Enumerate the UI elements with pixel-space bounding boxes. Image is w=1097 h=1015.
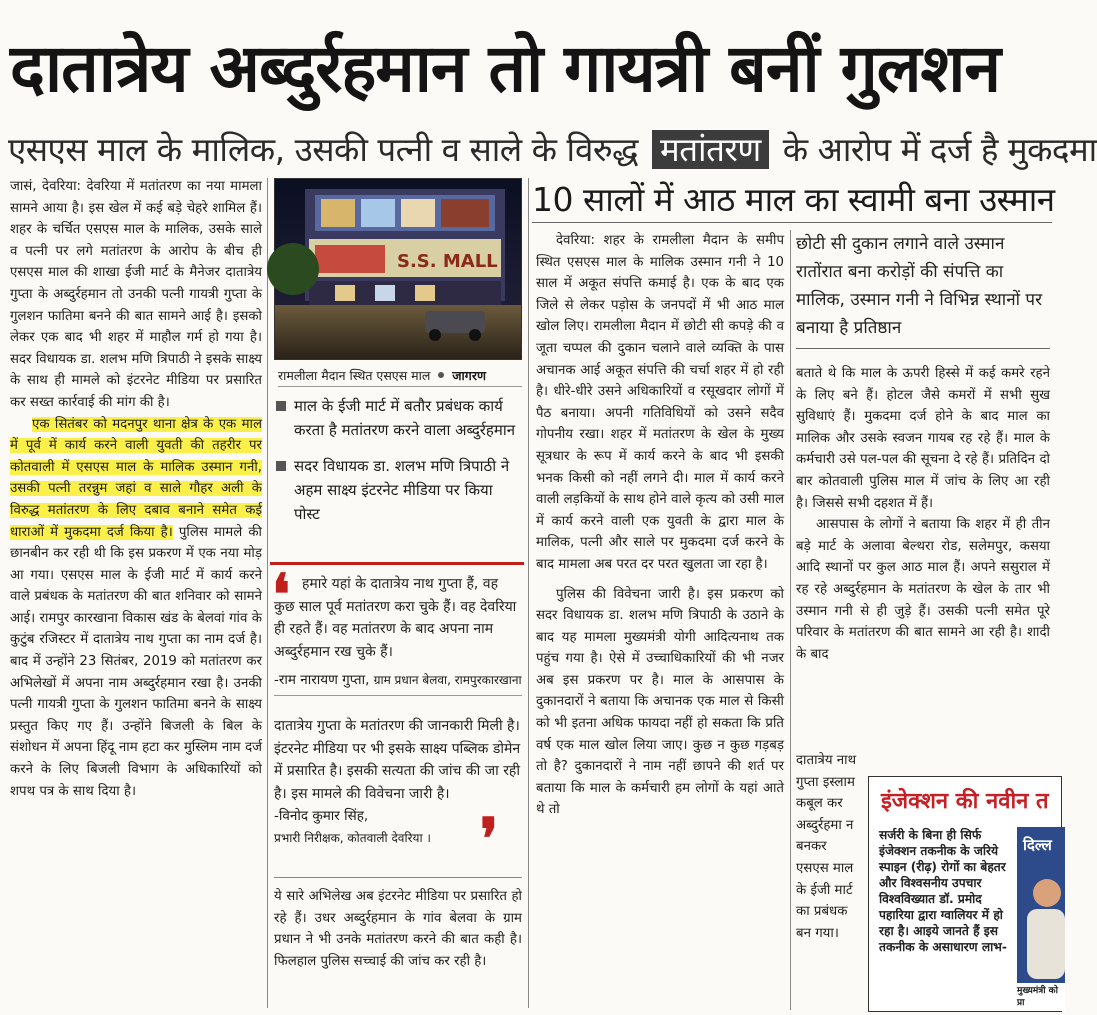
col1-highlighted-text: एक सितंबर को मदनपुर थाना क्षेत्र के एक माल में पूर्व में कार्य करने वाली युवती की तहरीर पर कोतवाली में एसएस माल के मालिक उस्मान गनी, उसकी पत्नी तरन्नुम जहां व साले गौहर अली के विरुद्ध मतांतरण के लिए दबाव बनाने समेत कई धाराओं में मुकदमा दर्ज किया है। — [10, 416, 262, 540]
open-quote-icon: ❛ — [272, 562, 291, 628]
quote-column-bottom-text: ये सारे अभिलेख अब इंटरनेट मीडिया पर प्रसारित हो रहे हैं। उधर अब्दुर्रहमान के गांव बेलवा के ग्राम प्रधान ने भी उनके मतांतरण करने की बात कही है। फिलहाल पुलिस सच्चाई की जांच कर रही है। — [274, 877, 522, 972]
close-quote-icon: ❜ — [480, 806, 499, 872]
quote-1-author: -राम नारायण गुप्ता, — [274, 672, 370, 688]
mall-sign-text: S.S. MALL — [397, 251, 498, 272]
quote-2-author-role: प्रभारी निरीक्षक, कोतवाली देवरिया । — [274, 831, 431, 845]
ad-photo-label: दिल्ल — [1023, 836, 1052, 854]
mall-photo-image — [275, 179, 521, 359]
quote-block-1 — [272, 562, 522, 696]
quote-1-attribution — [274, 669, 522, 696]
key-point — [276, 394, 522, 442]
column-divider — [267, 178, 268, 1008]
ad-person-figure — [1017, 859, 1065, 979]
subheadline-after: के आरोप में दर्ज है मुकदमा — [782, 130, 1097, 169]
photo-credit: जागरण — [452, 368, 486, 383]
bullet-square-icon — [276, 461, 286, 471]
mall-photo — [274, 178, 522, 360]
col4-paragraph-1: बताते थे कि माल के ऊपरी हिस्से में कई कमरे रहने के लिए बने हैं। होटल जैसे कमरों में सभी सुख सुविधाएं हैं। मुकदमा दर्ज होने के बाद माल का मालिक और उसके स्वजन गायब रह रहे हैं। माल के कर्मचारी उसे पल-पल की सूचना दे रहे हैं। प्रतिदिन दो बार कोतवाली पुलिस माल में जांच के लिए आ रही है। जिससे सभी दहशत में हैं। — [796, 366, 1050, 511]
quote-2-text: दातात्रेय गुप्ता के मतांतरण की जानकारी मिली है। इंटरनेट मीडिया पर भी इसके साक्ष्य पब्लिक डोमेन में प्रसारित है। इसकी सत्यता की जांच की जा रही है। इस मामले की विवेचना जारी है। — [274, 718, 521, 802]
col1-paragraph-1: जासं, देवरिया: देवरिया में मतांतरण का नया मामला सामने आया है। इस खेल में कई बड़े चेहरे शामिल हैं। शहर के चर्चित एसएस माल के मालिक, उसके साले व पत्नी पर लगे मतांतरण के आरोप के बीच ही एसएस माल की शाखा ईजी मार्ट के मैनेजर दातात्रेय गुप्ता के अब्दुर्रहमान तो उनकी पत्नी गायत्री गुप्ता के गुलशन फातिमा बनने की बात सामने आई है। इसको लेकर एक बाद भी शहर में माहौल गर्म हो गया है। सदर विधायक डा. शलभ मणि त्रिपाठी ने इसके साक्ष्य के साथ ही मामले को इंटरनेट मीडिया पर प्रसारित कर सख्त कार्रवाई की मांग की है। — [10, 179, 262, 410]
article-column-4 — [796, 230, 1050, 665]
col3-paragraph-1: देवरिया: शहर के रामलीला मैदान के समीप स्थित एसएस माल के मालिक उस्मान गनी ने 10 साल में अकूत संपत्ति कमाई है। एक के बाद एक जिले से लेकर पड़ोस के जनपदों में भी आठ माल खोल लिए। रामलीला मैदान में छोटी सी कपड़े की व जूता चप्पल की दुकान चलाने वाले व्यक्ति के पास अचानक आई अकूत संपत्ति की चर्चा शहर में हो रही है। धीरे-धीरे उसने अधिकारियों व रसूखदार लोगों में पैठ बनाया। अपनी गतिविधियों को उसने सदैव गोपनीय रखा। शहर में मतांतरण के खेल के मुख्य सूत्रधार के रूप में कार्य करने के बाद भी इसकी भनक किसी को नहीं लगने दी। माल में कार्य करने वाली लड़कियों के साथ होने वाले कृत्य को उसी माल में कार्य करने वाली एक युवती के द्वारा माल के मालिक, पत्नी और साले पर मुकदमा दर्ज करने के बाद मामला अब परत दर परत खुलता जा रहा है। — [536, 233, 784, 572]
col1-paragraph-2 — [10, 414, 262, 803]
highlight-box: छोटी सी दुकान लगाने वाले उस्मान रातोंरात बना करोड़ों की संपत्ति का मालिक, उस्मान गनी ने विभिन्न स्थानों पर बनाया है प्रतिष्ठान — [796, 230, 1050, 349]
key-point-text: माल के ईजी मार्ट में बतौर प्रबंधक कार्य करता है मतांतरण करने वाला अब्दुर्रहमान — [294, 397, 516, 439]
col4-narrow-text: दातात्रेय नाथ गुप्ता इस्लाम कबूल कर अब्दुर्रहमा न बनकर एसएस माल के ईजी मार्ट का प्रबंधक बन गया। — [796, 753, 857, 941]
article-column-1 — [10, 176, 262, 1006]
quote-1-author-role: ग्राम प्रधान बेलवा, रामपुरकारखाना — [373, 673, 522, 687]
ad-body-text: सर्जरी के बिना ही सिर्फ इंजेक्शन तकनीक के जरिये स्पाइन (रीढ़) रोगों का बेहतर और विश्वसनीय उपचार विश्वविख्यात डॉ. प्रमोद पहारिया द्वारा ग्वालियर में हो रहा है। आइये जानते हैं इस तकनीक के असाधारण लाभ- — [879, 828, 1007, 954]
key-point-text: सदर विधायक डा. शलभ मणि त्रिपाठी ने अहम साक्ष्य इंटरनेट मीडिया पर किया पोस्ट — [294, 457, 510, 523]
article-column-3 — [536, 230, 784, 1010]
quote-2-author: -विनोद कुमार सिंह, — [274, 808, 369, 824]
subheadline-boxed-term: मतांतरण — [652, 130, 769, 169]
bullet-square-icon — [276, 401, 286, 411]
photo-caption — [278, 366, 522, 387]
column-divider — [528, 178, 529, 1008]
key-points — [276, 394, 522, 538]
ad-doctor-photo — [1017, 827, 1065, 1011]
quote-block-2 — [274, 715, 522, 872]
col4-paragraph-2: आसपास के लोगों ने बताया कि शहर में ही तीन बड़े मार्ट के अलावा बेल्थरा रोड, सलेमपुर, कसया आदि स्थानों पर कुल आठ माल हैं। अपने ससुराल में रह रहे अब्दुर्रहमान के मतांतरण के खेल के तार भी उस्मान गनी से ही जुड़े हैं। उसकी पत्नी समेत पूरे परिवार के मतांतरण की बात सामने आ रही है। शादी के बाद — [796, 517, 1050, 662]
col3-paragraph-2: पुलिस की विवेचना जारी है। इस प्रकरण को सदर विधायक डा. शलभ मणि त्रिपाठी के उठाने के बाद यह मामला मुख्यमंत्री योगी आदित्यनाथ तक पहुंच गया है। ऐसे में उच्चाधिकारियों की भी नजर अब इस प्रकरण पर है। माल के आसपास के दुकानदारों ने बताया कि अचानक एक माल से किसी को भी इतना अधिक फायदा नहीं हो सकता कि प्रति वर्ष एक माल खोल लिया जाए। कुछ न कुछ गड़बड़ तो है? दुकानदारों ने नाम नहीं छापने की शर्त पर बताया कि माल के कर्मचारी हम लोगों के यहां आते थे तो — [536, 586, 784, 818]
subheadline-before: एसएस माल के मालिक, उसकी पत्नी व साले के विरुद्ध — [8, 130, 638, 169]
photo-caption-text: रामलीला मैदान स्थित एसएस माल — [278, 368, 431, 383]
section-2-headline: 10 सालों में आठ माल का स्वामी बना उस्मान — [532, 178, 1052, 223]
subheadline — [8, 128, 1097, 172]
headline: दातात्रेय अब्दुर्रहमान तो गायत्री बनीं गुलशन — [10, 30, 1000, 107]
advertisement — [868, 776, 1062, 1012]
ad-photo-caption: मुख्यमंत्री को प्रा — [1017, 983, 1065, 1011]
col1-paragraph-2-rest: पुलिस मामले की छानबीन कर रही थी कि इस प्रकरण में एक नया मोड़ आ गया। एसएस माल के ईजी मार्ट में कार्य करने वाले प्रबंधक के मतांतरण की बात शनिवार को सामने आई। रामपुर कारखाना विकास खंड के बेलवां गांव के कुटुंब रजिस्टर में दातात्रेय नाथ गुप्ता का नाम दर्ज है। बाद में उन्होंने 23 सितंबर, 2019 को मतांतरण कर अभिलेखों में अपना नाम अब्दुर्रहमान रखा है। उनकी पत्नी गायत्री गुप्ता के गुलशन फातिमा बनने के साक्ष्य प्रस्तुत किए गए हैं। उन्होंने बिजली के बिल के संशोधन में अपना हिंदू नाम हटा कर मुस्लिम नाम दर्ज करने के लिए बिजली विभाग के अधिकारियों को शपथ पत्र के साथ दिया है। — [10, 524, 262, 799]
photo-credit-separator — [438, 372, 444, 378]
column-divider — [790, 230, 791, 1010]
key-point — [276, 454, 522, 526]
ad-headline: इंजेक्शन की नवीन त — [869, 777, 1061, 817]
quotes-column — [270, 562, 524, 1015]
quote-1-text: हमारे यहां के दातात्रेय नाथ गुप्ता हैं, वह कुछ साल पूर्व मतांतरण करा चुके हैं। वह देवरिया ही रहते हैं। वह मतांतरण के बाद अपना नाम अब्दुर्रहमान रख चुके हैं। — [274, 576, 517, 660]
